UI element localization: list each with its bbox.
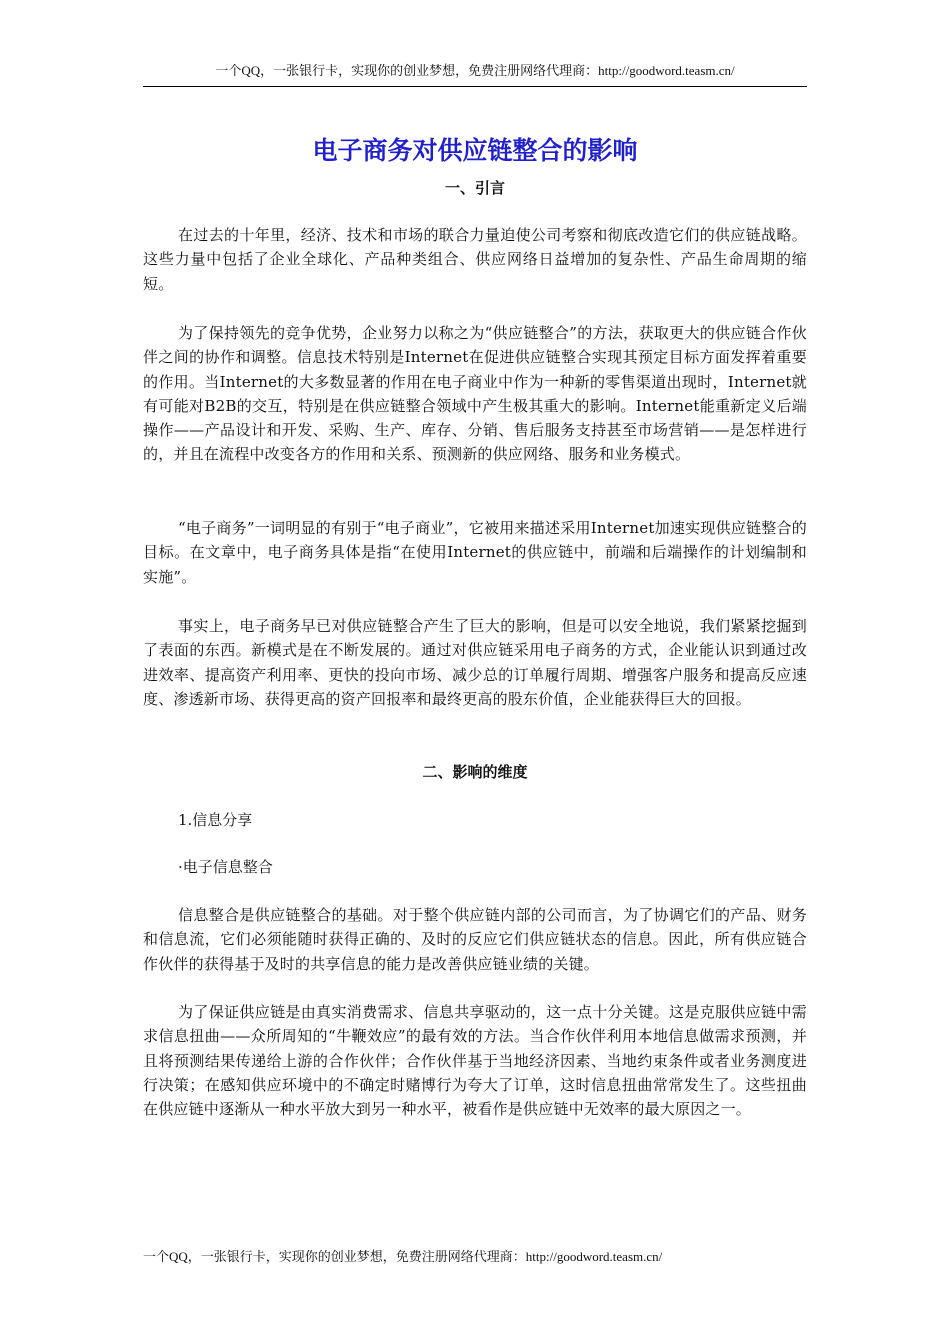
paragraph: “电子商务”一词明显的有别于“电子商业”，它被用来描述采用Internet加速实现供应链整合的目标。在文章中，电子商务具体是指“在使用Internet的供应链中，前端和后端操作的计划编制和实施”。 bbox=[143, 519, 807, 586]
page-header: 一个QQ，一张银行卡，实现你的创业梦想，免费注册网络代理商：http://goodword.teasm.cn/ bbox=[215, 63, 735, 78]
paragraph: 在过去的十年里，经济、技术和市场的联合力量迫使公司考察和彻底改造它们的供应链战略。这些力量中包括了企业全球化、产品种类组合、供应网络日益增加的复杂性、产品生命周期的缩短。 bbox=[143, 226, 807, 293]
paragraph: 信息整合是供应链整合的基础。对于整个供应链内部的公司而言，为了协调它们的产品、财务和信息流，它们必须能随时获得正确的、及时的反应它们供应链状态的信息。因此，所有供应链合作伙伴的获得基于及时的共享信息的能力是改善供应链业绩的关键。 bbox=[143, 906, 807, 973]
paragraph: 为了保持领先的竞争优势，企业努力以称之为“供应链整合”的方法，获取更大的供应链合作伙伴之间的协作和调整。信息技术特别是Internet在促进供应链整合实现其预定目标方面发挥着重要的作用。当Internet的大多数显著的作用在电子商业中作为一种新的零售渠道出现时，Internet就有可能对B2B的交互，特别是在供应链整合领域中产生极其重大的影响。Internet能重新定义后端操作——产品设计和开发、采购、生产、库存、分销、售后服务支持甚至市场营销——是怎样进行的，并且在流程中改变各方的作用和关系、预测新的供应网络、服务和业务模式。 bbox=[143, 324, 807, 464]
subheading-information-sharing: 1.信息分享 bbox=[178, 811, 253, 829]
section-heading-introduction: 一、引言 bbox=[444, 179, 505, 197]
header-rule bbox=[143, 86, 807, 87]
document-title: 电子商务对供应链整合的影响 bbox=[312, 136, 638, 165]
bullet-item: ·电子信息整合 bbox=[178, 858, 273, 876]
paragraph: 为了保证供应链是由真实消费需求、信息共享驱动的，这一点十分关键。这是克服供应链中需求信息扭曲——众所周知的“牛鞭效应”的最有效的方法。当合作伙伴利用本地信息做需求预测，并且将预测结果传递给上游的合作伙伴；合作伙伴基于当地经济因素、当地约束条件或者业务测度进行决策；在感知供应环境中的不确定时赌博行为夸大了订单，这时信息扭曲常常发生了。这些扭曲在供应链中逐渐从一种水平放大到另一种水平，被看作是供应链中无效率的最大原因之一。 bbox=[143, 1003, 807, 1119]
paragraph: 事实上，电子商务早已对供应链整合产生了巨大的影响，但是可以安全地说，我们紧紧挖掘到了表面的东西。新模式是在不断发展的。通过对供应链采用电子商务的方式，企业能认识到通过改进效率、提高资产利用率、更快的投向市场、减少总的订单履行周期、增强客户服务和提高反应速度、渗透新市场、获得更高的资产回报率和最终更高的股东价值，企业能获得巨大的回报。 bbox=[143, 617, 807, 708]
section-heading-dimensions: 二、影响的维度 bbox=[422, 763, 528, 781]
page-footer: 一个QQ，一张银行卡，实现你的创业梦想，免费注册网络代理商：http://goodword.teasm.cn/ bbox=[143, 1249, 663, 1264]
